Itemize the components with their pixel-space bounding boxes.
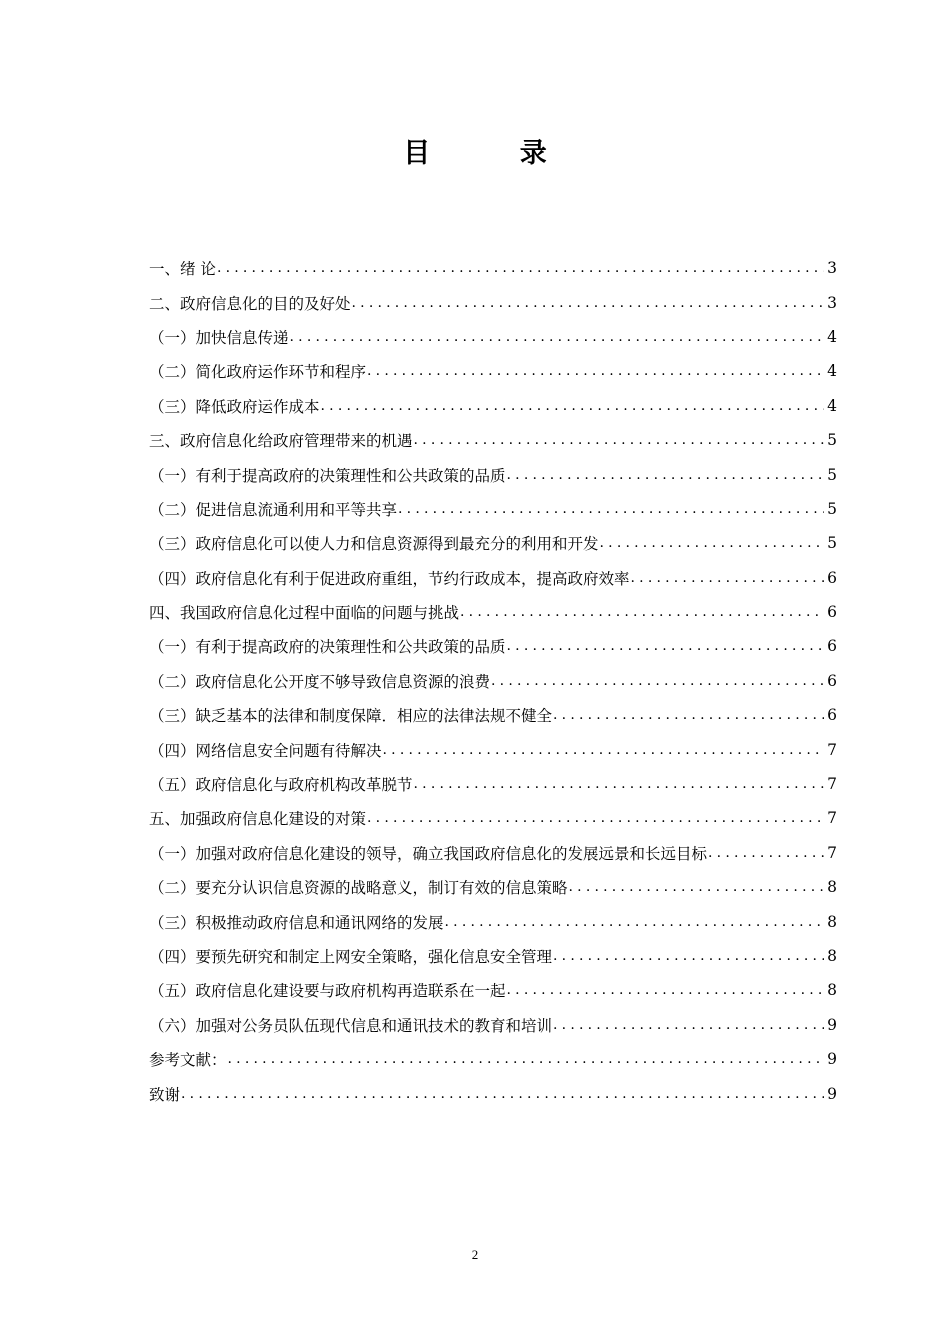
toc-dot-leader (491, 673, 824, 689)
toc-entry[interactable] (149, 492, 837, 526)
toc-entry-text: （一）有利于提高政府的决策理性和公共政策的品质 (149, 638, 506, 657)
toc-dot-leader (507, 467, 825, 483)
toc-entry-text: 四、我国政府信息化过程中面临的问题与挑战 (149, 604, 460, 623)
toc-dot-leader (352, 295, 825, 311)
toc-entry-page: 3 (827, 293, 837, 312)
toc-entry-text: （四）网络信息安全问题有待解决 (149, 741, 382, 760)
toc-entry[interactable] (149, 939, 837, 973)
toc-dot-leader (414, 432, 825, 448)
toc-entry-text: 一、绪 论 (149, 260, 216, 279)
toc-entry-text: （五）政府信息化与政府机构改革脱节 (149, 776, 413, 795)
toc-entry-text: （一）加强对政府信息化建设的领导，确立我国政府信息化的发展远景和长远目标 (149, 844, 708, 863)
toc-entry-text: 二、政府信息化的目的及好处 (149, 294, 351, 313)
toc-entry[interactable] (149, 389, 837, 423)
toc-entry-page: 8 (827, 981, 837, 1000)
toc-entry-text: （五）政府信息化建设要与政府机构再造联系在一起 (149, 982, 506, 1001)
toc-entry[interactable] (149, 1008, 837, 1042)
toc-entry-page: 7 (827, 843, 837, 862)
toc-entry-page: 5 (827, 431, 837, 450)
toc-entry-page: 7 (827, 809, 837, 828)
toc-entry-page: 8 (827, 878, 837, 897)
toc-entry-text: （三）缺乏基本的法律和制度保障．相应的法律法规不健全 (149, 707, 553, 726)
toc-entry-page: 4 (827, 327, 837, 346)
toc-entry[interactable] (149, 457, 837, 491)
toc-entry-text: 五、加强政府信息化建设的对策 (149, 810, 367, 829)
toc-entry[interactable] (149, 870, 837, 904)
toc-entry[interactable] (149, 767, 837, 801)
toc-entry-page: 8 (827, 912, 837, 931)
toc-entry-page: 9 (827, 1050, 837, 1069)
toc-entry-text: （二）促进信息流通利用和平等共享 (149, 500, 398, 519)
toc-entry-page: 5 (827, 499, 837, 518)
toc-entry-text: （三）降低政府运作成本 (149, 397, 320, 416)
toc-entry-page: 9 (827, 1015, 837, 1034)
toc-entry-text: 参考文献： (149, 1051, 227, 1070)
toc-entry-text: （二）政府信息化公开度不够导致信息资源的浪费 (149, 672, 491, 691)
toc-dot-leader (600, 535, 825, 551)
toc-entry-page: 7 (827, 775, 837, 794)
toc-entry-page: 3 (827, 259, 837, 278)
toc-entry[interactable] (149, 561, 837, 595)
toc-entry-page: 7 (827, 740, 837, 759)
toc-entry-page: 6 (827, 671, 837, 690)
toc-entry-text: （三）积极推动政府信息和通讯网络的发展 (149, 913, 444, 932)
toc-dot-leader (398, 501, 824, 517)
toc-entry[interactable] (149, 732, 837, 766)
toc-entry-page: 4 (827, 362, 837, 381)
toc-entry[interactable] (149, 251, 837, 285)
toc-entry-page: 8 (827, 947, 837, 965)
toc-dot-leader (367, 810, 824, 826)
toc-entry[interactable] (149, 526, 837, 560)
toc-dot-leader (553, 707, 824, 723)
toc-entry-text: （一）加快信息传递 (149, 328, 289, 347)
toc-entry-text: （四）政府信息化有利于促进政府重组，节约行政成本，提高政府效率 (149, 569, 630, 588)
toc-dot-leader (217, 260, 824, 276)
table-of-contents (149, 251, 837, 1111)
toc-entry-text: （二）要充分认识信息资源的战略意义，制订有效的信息策略 (149, 879, 568, 898)
toc-entry-page: 6 (827, 568, 837, 587)
toc-entry-text: （三）政府信息化可以使人力和信息资源得到最充分的利用和开发 (149, 535, 599, 554)
toc-entry-page: 6 (827, 603, 837, 622)
toc-dot-leader (367, 363, 824, 379)
toc-entry[interactable] (149, 836, 837, 870)
toc-dot-leader (383, 742, 825, 758)
toc-entry[interactable] (149, 664, 837, 698)
toc-dot-leader (460, 604, 824, 620)
toc-dot-leader (290, 329, 825, 345)
toc-dot-leader (228, 1051, 825, 1067)
toc-entry-text: （二）简化政府运作环节和程序 (149, 363, 367, 382)
toc-entry[interactable] (149, 1076, 837, 1110)
toc-entry-text: 致谢 (149, 1085, 181, 1104)
toc-dot-leader (507, 982, 825, 998)
toc-entry-text: （四）要预先研究和制定上网安全策略，强化信息安全管理 (149, 948, 553, 966)
toc-dot-leader (181, 1086, 824, 1102)
toc-entry-text: （一）有利于提高政府的决策理性和公共政策的品质 (149, 466, 506, 485)
toc-entry[interactable] (149, 629, 837, 663)
toc-entry-page: 4 (827, 396, 837, 415)
toc-entry-text: 三、政府信息化给政府管理带来的机遇 (149, 432, 413, 451)
toc-dot-leader (553, 948, 824, 964)
toc-entry-page: 9 (827, 1084, 837, 1103)
toc-entry[interactable] (149, 595, 837, 629)
toc-dot-leader (569, 879, 825, 895)
toc-dot-leader (507, 638, 825, 654)
toc-entry-page: 5 (827, 534, 837, 553)
toc-entry[interactable] (149, 354, 837, 388)
toc-entry-text: （六）加强对公务员队伍现代信息和通讯技术的教育和培训 (149, 1016, 553, 1035)
toc-dot-leader (414, 776, 825, 792)
toc-entry[interactable] (149, 904, 837, 938)
toc-entry-page: 6 (827, 637, 837, 656)
toc-entry[interactable] (149, 285, 837, 319)
toc-dot-leader (631, 570, 825, 586)
toc-dot-leader (708, 845, 824, 861)
toc-dot-leader (553, 1017, 824, 1033)
toc-dot-leader (321, 398, 825, 414)
toc-entry-page: 5 (827, 465, 837, 484)
toc-entry[interactable] (149, 698, 837, 732)
page-number: 2 (471, 1247, 479, 1262)
toc-dot-leader (445, 914, 825, 930)
toc-entry[interactable] (149, 423, 837, 457)
toc-entry[interactable] (149, 1042, 837, 1076)
toc-entry[interactable] (149, 801, 837, 835)
toc-entry-page: 6 (827, 706, 837, 725)
toc-entry[interactable] (149, 973, 837, 1007)
page-title: 目 录 (403, 138, 587, 169)
toc-entry[interactable] (149, 320, 837, 354)
